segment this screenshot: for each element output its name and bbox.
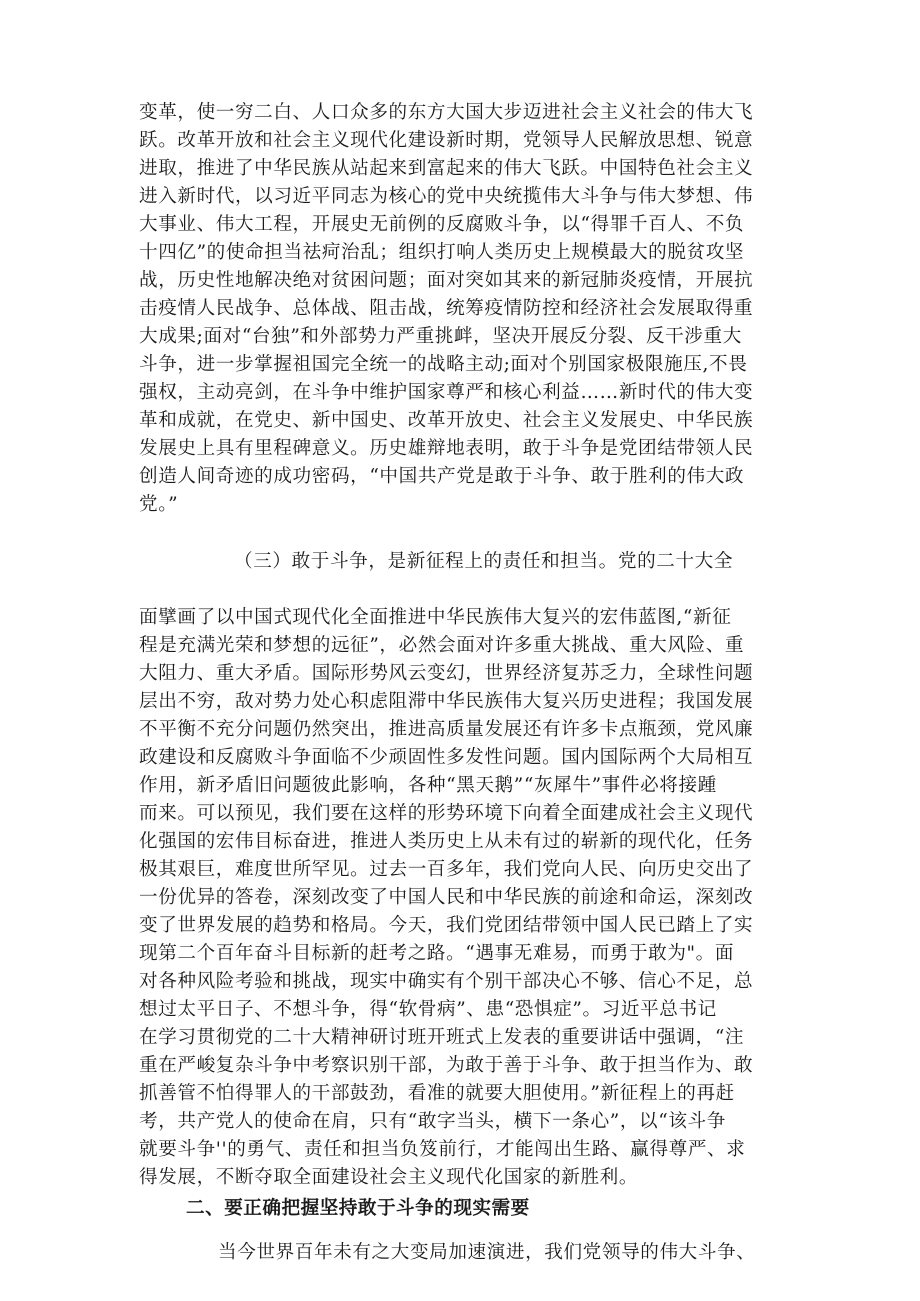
text-line: 不平衡不充分问题仍然突出，推进高质量发展还有许多卡点瓶颈，党风廉 [139,719,754,740]
text-line: 想过太平日子、不想斗争，得“软骨病”、患“恐惧症”。习近平总书记 [139,999,717,1020]
text-line: 程是充满光荣和梦想的远征”，必然会面对许多重大挑战、重大风险、重 [139,635,745,656]
text-line: 十四亿”的使命担当祛疴治乱；组织打响人类历史上规模最大的脱贫攻坚 [139,242,745,263]
text-line: 革和成就，在党史、新中国史、改革开放史、社会主义发展史、中华民族 [139,410,754,431]
text-line: 变了世界发展的趋势和格局。今天，我们党团结带领中国人民已踏上了实 [139,915,754,936]
text-line: 重在严峻复杂斗争中考察识别干部，为敢于善于斗争、敢于担当作为、敢 [139,1055,754,1076]
text-line: 大事业、伟大工程，开展史无前例的反腐败斗争，以“得罪千百人、不负 [139,214,745,235]
text-line: 创造人间奇迹的成功密码，“中国共产党是敢于斗争、敢于胜利的伟大政 [139,466,745,487]
text-line: 就要斗争''的勇气、责任和担当负笈前行，才能闯出生路、赢得尊严、求 [139,1139,746,1160]
text-line: 考，共产党人的使命在肩，只有“敢字当头，横下一条心”，以“该斗争 [139,1111,726,1132]
section-heading: 二、要正确把握坚持敢于斗争的现实需要 [186,1198,530,1219]
text-line: 大成果;面对“台独”和外部势力严重挑衅，坚决开展反分裂、反干涉重大 [139,326,742,347]
text-line: 进入新时代，以习近平同志为核心的党中央统揽伟大斗争与伟大梦想、伟 [139,186,754,207]
text-line: 化强国的宏伟目标奋进，推进人类历史上从未有过的崭新的现代化，任务 [139,831,754,852]
text-line: 变革，使一穷二白、人口众多的东方大国大步迈进社会主义社会的伟大飞 [139,102,754,123]
text-line: 战，历史性地解决绝对贫困问题；面对突如其来的新冠肺炎疫情，开展抗 [139,270,754,291]
text-line: 党。” [139,494,179,515]
text-line: 对各种风险考验和挑战，现实中确实有个别干部决心不够、信心不足，总 [139,971,754,992]
text-line: 在学习贯彻党的二十大精神研讨班开班式上发表的重要讲话中强调，“注 [139,1027,745,1048]
paragraph-world-change: 当今世界百年未有之大变局加速演进，我们党领导的伟大斗争、 [218,1242,756,1263]
text-line: 跃。改革开放和社会主义现代化建设新时期，党领导人民解放思想、锐意 [139,130,754,151]
text-line: 击疫情人民战争、总体战、阻击战，统筹疫情防控和经济社会发展取得重 [139,298,754,319]
text-line: 大阻力、重大矛盾。国际形势风云变幻，世界经济复苏乏力，全球性问题 [139,663,754,684]
text-line: 面擘画了以中国式现代化全面推进中华民族伟大复兴的宏伟蓝图,“新征 [139,607,732,628]
text-line: 而来。可以预见，我们要在这样的形势环境下向着全面建成社会主义现代 [139,803,754,824]
text-line: 极其艰巨，难度世所罕见。过去一百多年，我们党向人民、向历史交出了 [139,859,754,880]
text-line: 作用，新矛盾旧问题彼此影响，各种“黑天鹅”“灰犀牛”事件必将接踵 [139,775,717,796]
text-line: 发展史上具有里程碑意义。历史雄辩地表明，敢于斗争是党团结带领人民 [139,438,754,459]
subheading-three: （三）敢于斗争，是新征程上的责任和担当。党的二十大全 [234,551,734,572]
text-line: 层出不穷，敌对势力处心积虑阻滞中华民族伟大复兴历史进程；我国发展 [139,691,754,712]
text-line: 强权，主动亮剑，在斗争中维护国家尊严和核心利益……新时代的伟大变 [139,382,754,403]
text-line: 现第二个百年奋斗目标新的赶考之路。“遇事无难易，而勇于敢为"。面 [139,943,735,964]
text-line: 斗争，进一步掌握祖国完全统一的战略主动;面对个别国家极限施压,不畏 [139,354,748,375]
text-line: 抓善管不怕得罪人的干部鼓劲，看准的就要大胆使用。”新征程上的再赶 [139,1083,735,1104]
text-line: 得发展，不断夺取全面建设社会主义现代化国家的新胜利。 [139,1167,639,1188]
text-line: 一份优异的答卷，深刻改变了中国人民和中华民族的前途和命运，深刻改 [139,887,754,908]
text-line: 进取，推进了中华民族从站起来到富起来的伟大飞跃。中国特色社会主义 [139,158,754,179]
text-line: 政建设和反腐败斗争面临不少顽固性多发性问题。国内国际两个大局相互 [139,747,754,768]
